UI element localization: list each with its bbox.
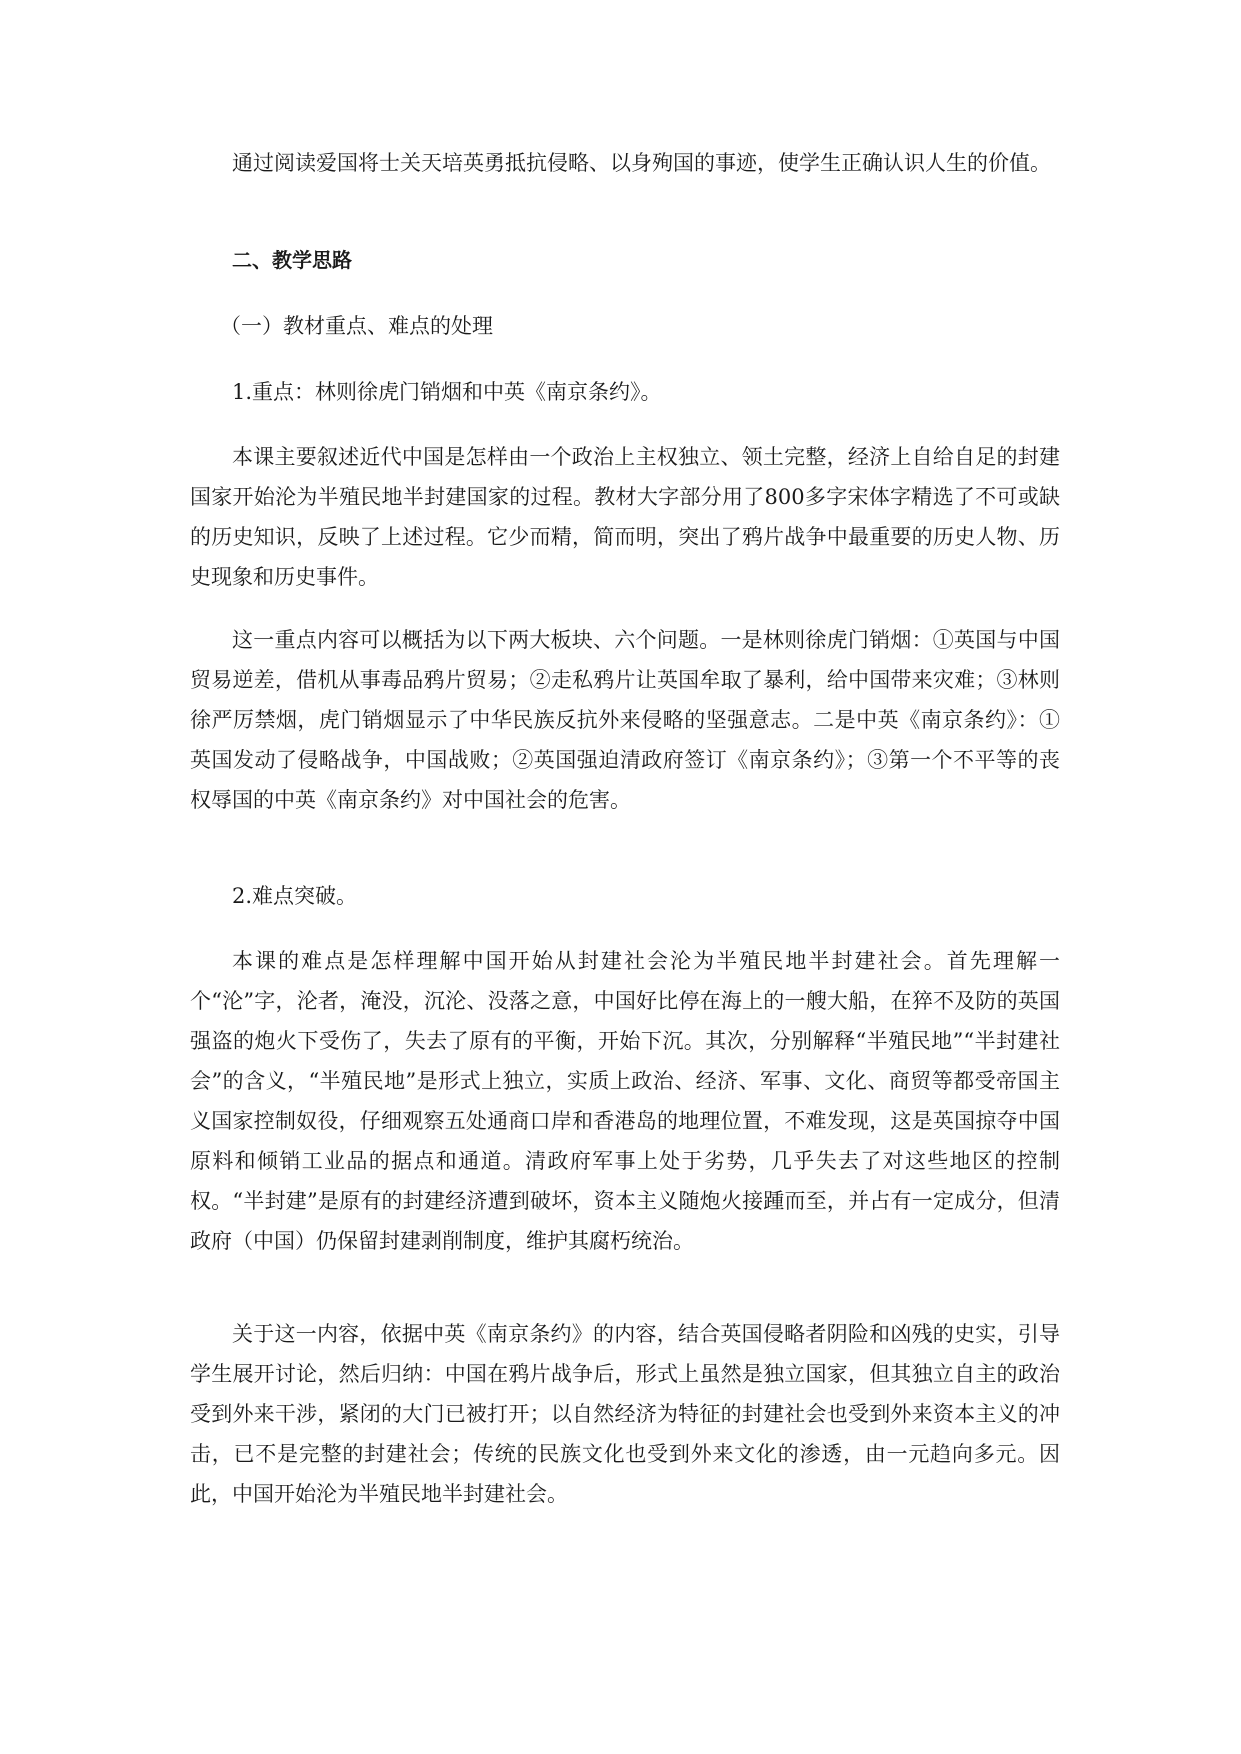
point2-detail: 关于这一内容，依据中英《南京条约》的内容，结合英国侵略者阴险和凶残的史实，引导学生展开讨论，然后归纳：中国在鸦片战争后，形式上虽然是独立国家，但其独立自主的政治受到外来干涉，紧闭的大门已被打开；以自然经济为特征的封建社会也受到外来资本主义的冲击，已不是完整的封建社会；传统的民族文化也受到外来文化的渗透，由一元趋向多元。因此，中国开始沦为半殖民地半封建社会。: [190, 1322, 1060, 1506]
point1-detail: 这一重点内容可以概括为以下两大板块、六个问题。一是林则徐虎门销烟：①英国与中国贸易逆差，借机从事毒品鸦片贸易；②走私鸦片让英国牟取了暴利，给中国带来灾难；③林则徐严厉禁烟，虎门销烟显示了中华民族反抗外来侵略的坚强意志。二是中英《南京条约》：①英国发动了侵略战争，中国战败；②英国强迫清政府签订《南京条约》；③第一个不平等的丧权辱国的中英《南京条约》对中国社会的危害。: [190, 628, 1060, 812]
section-heading: 二、教学思路: [232, 248, 352, 272]
point2-title: 2.难点突破。: [232, 884, 358, 908]
intro-paragraph: 通过阅读爱国将士关天培英勇抵抗侵略、以身殉国的事迹，使学生正确认识人生的价值。: [232, 151, 1051, 175]
point1-title: 1.重点：林则徐虎门销烟和中英《南京条约》。: [232, 380, 662, 404]
point2-paragraph: 本课的难点是怎样理解中国开始从封建社会沦为半殖民地半封建社会。首先理解一个“沦”字，沦者，淹没，沉沦、没落之意，中国好比停在海上的一艘大船，在猝不及防的英国强盗的炮火下受伤了，失去了原有的平衡，开始下沉。其次，分别解释“半殖民地”“半封建社会”的含义，“半殖民地”是形式上独立，实质上政治、经济、军事、文化、商贸等都受帝国主义国家控制奴役，仔细观察五处通商口岸和香港岛的地理位置，不难发现，这是英国掠夺中国原料和倾销工业品的据点和通道。清政府军事上处于劣势，几乎失去了对这些地区的控制权。“半封建”是原有的封建经济遭到破坏，资本主义随炮火接踵而至，并占有一定成分，但清政府（中国）仍保留封建剥削制度，维护其腐朽统治。: [190, 949, 1060, 1253]
subsection-heading: （一）教材重点、难点的处理: [220, 314, 493, 338]
point1-paragraph: 本课主要叙述近代中国是怎样由一个政治上主权独立、领土完整，经济上自给自足的封建国家开始沦为半殖民地半封建国家的过程。教材大字部分用了800多字宋体字精选了不可或缺的历史知识，反映了上述过程。它少而精，简而明，突出了鸦片战争中最重要的历史人物、历史现象和历史事件。: [190, 445, 1060, 589]
